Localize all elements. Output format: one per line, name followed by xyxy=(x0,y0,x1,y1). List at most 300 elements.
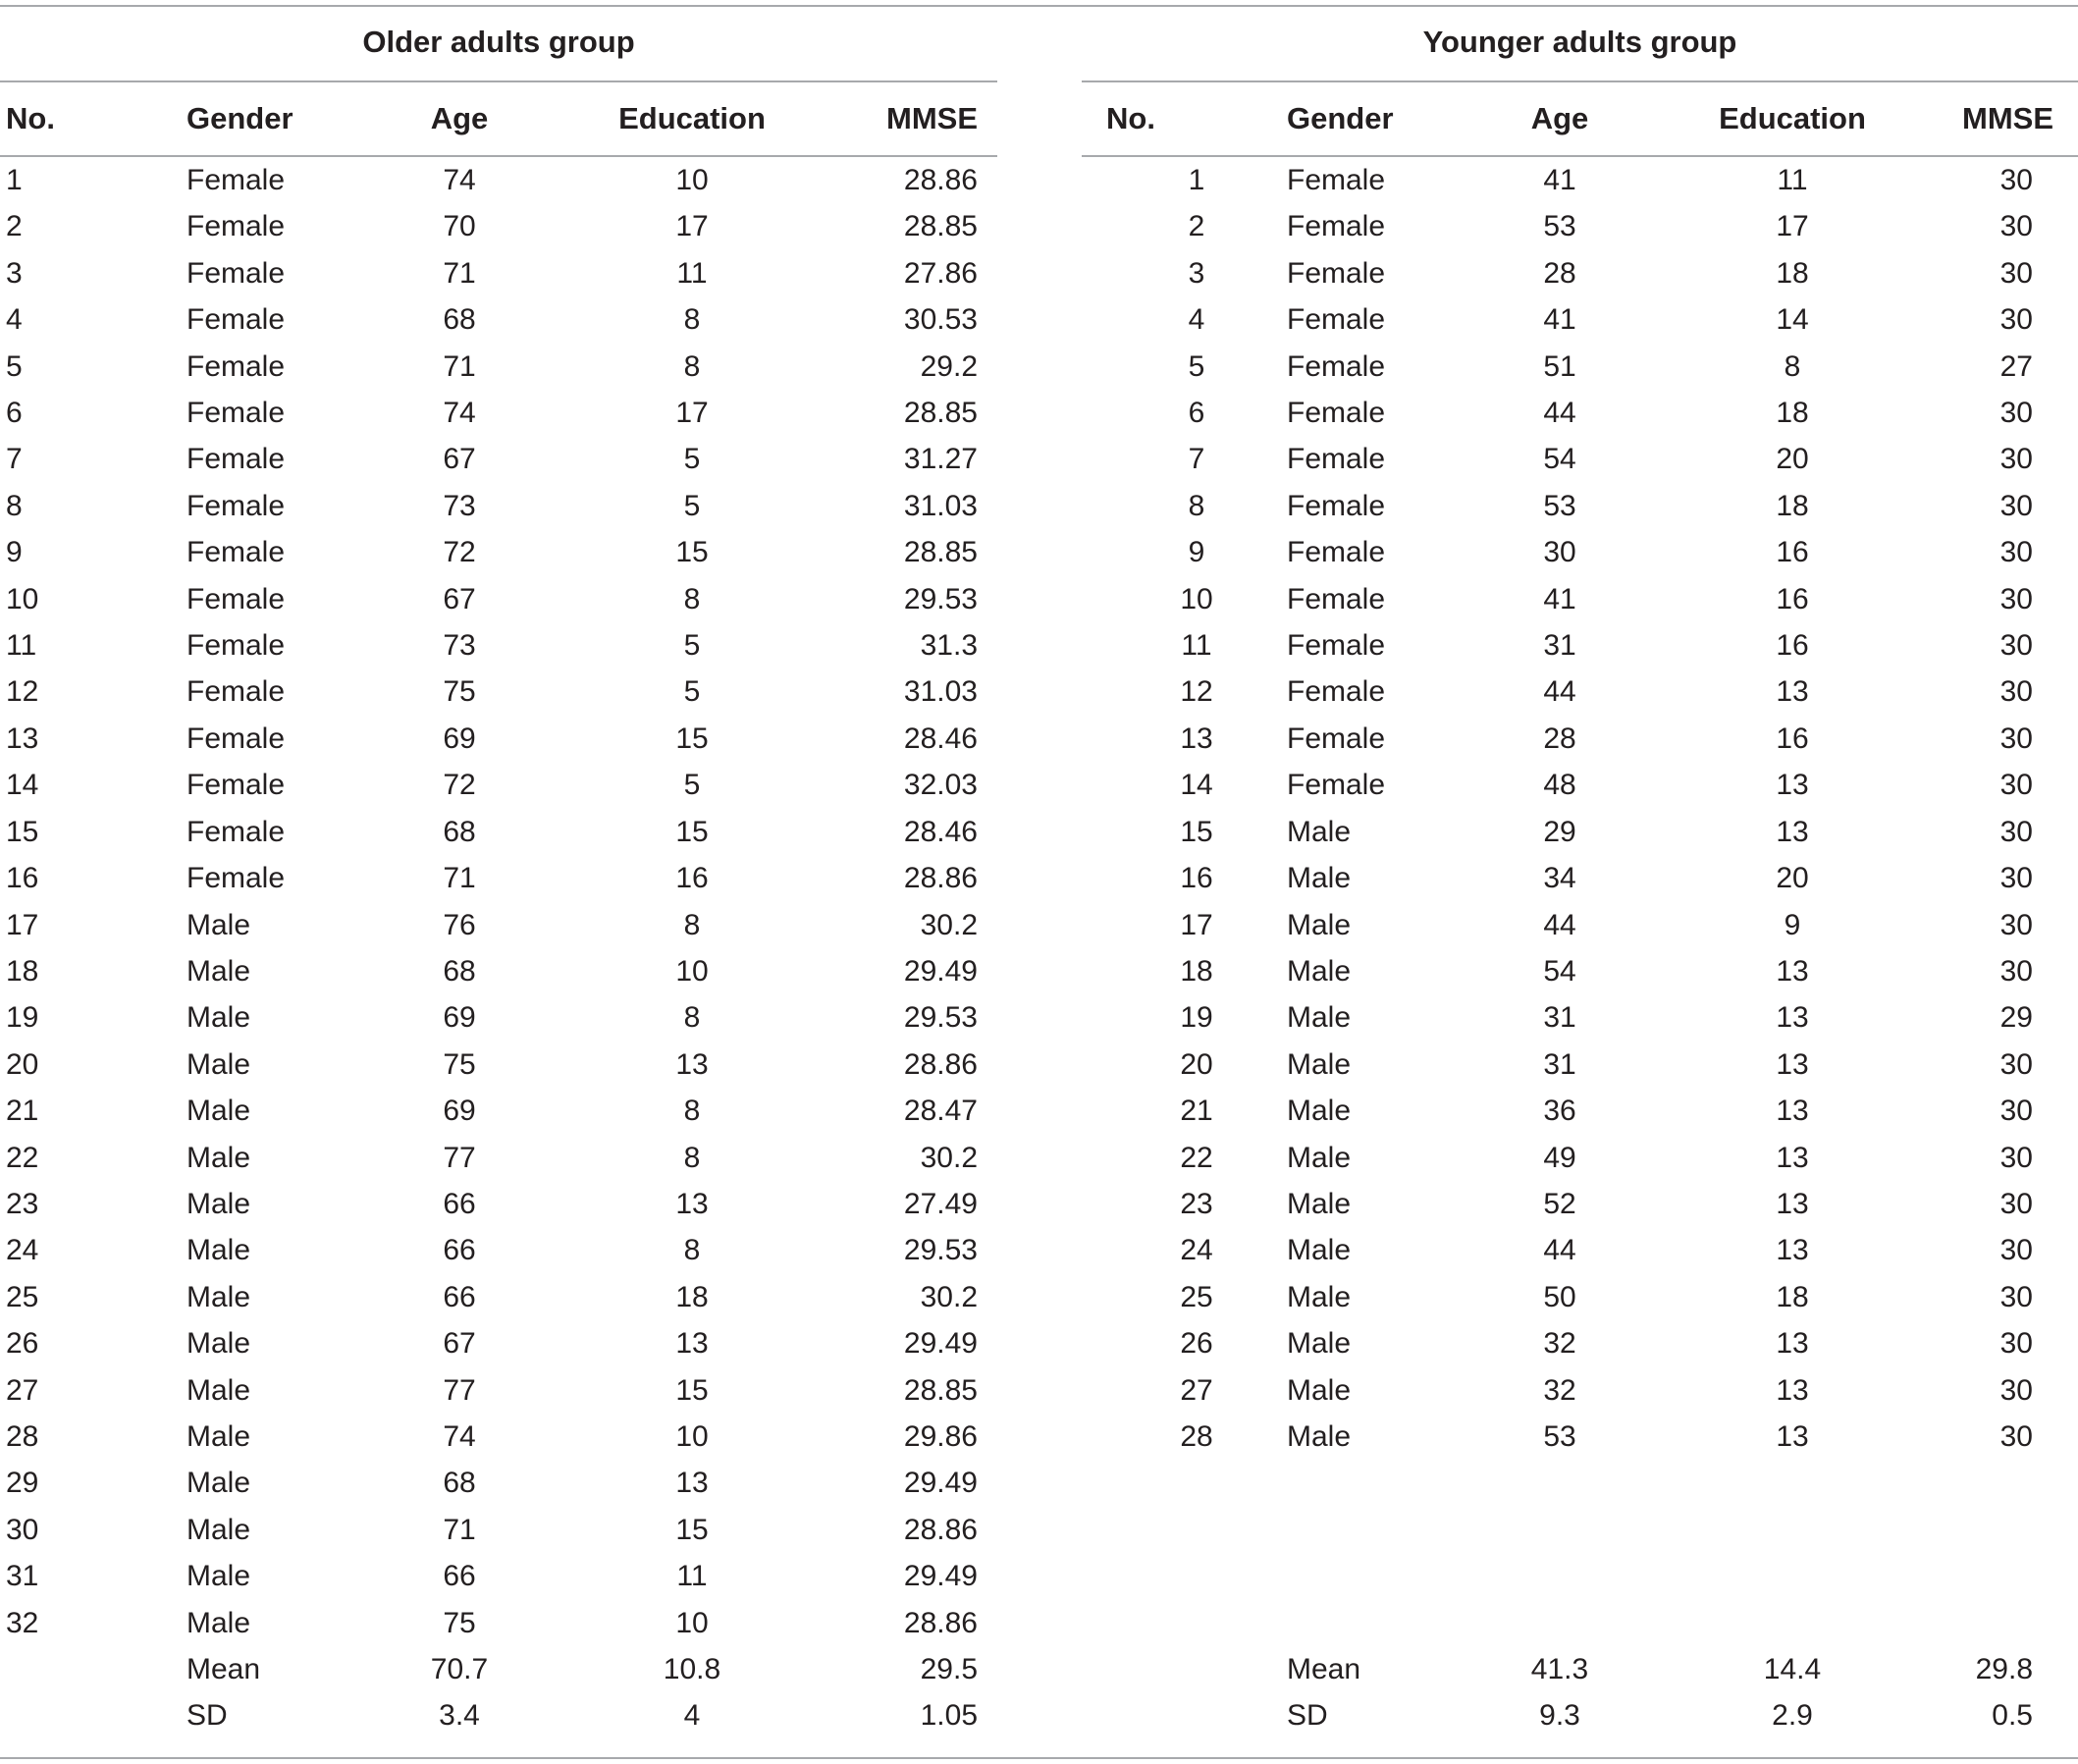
cell-gender: Male xyxy=(1287,954,1352,988)
table-row xyxy=(6,1646,978,1692)
cell-age: 30 xyxy=(1543,536,1576,569)
cell-age: 31 xyxy=(1543,1047,1576,1081)
cell-no: 2 xyxy=(1188,210,1205,243)
cell-education: 8 xyxy=(683,1001,701,1035)
cell-education: 13 xyxy=(675,1047,709,1081)
cell-age: 9.3 xyxy=(1539,1699,1580,1733)
cell-mmse: 1.05 xyxy=(920,1699,978,1733)
cell-mmse: 28.86 xyxy=(903,1606,978,1639)
cell-age: 54 xyxy=(1543,954,1576,988)
cell-mmse: 28.47 xyxy=(903,1095,978,1128)
cell-gender: Female xyxy=(1287,210,1386,243)
cell-education xyxy=(1623,1600,1962,1646)
cell-age: 49 xyxy=(1543,1141,1576,1174)
cell-no: 19 xyxy=(1180,1001,1213,1035)
cell-education: 13 xyxy=(1776,1327,1809,1361)
cell-no: 32 xyxy=(6,1606,39,1639)
younger-header-no: No. xyxy=(1106,101,1155,135)
table-row xyxy=(6,622,978,668)
cell-gender: Female xyxy=(186,256,286,290)
cell-age: 74 xyxy=(443,1419,476,1453)
cell-age xyxy=(1497,1460,1623,1506)
cell-education: 18 xyxy=(1776,489,1809,522)
cell-gender: Female xyxy=(186,862,286,895)
cell-gender: Male xyxy=(186,1141,251,1174)
cell-education: 16 xyxy=(1776,722,1809,755)
table-row xyxy=(6,576,978,622)
cell-gender: Female xyxy=(1287,582,1386,615)
cell-gender: Male xyxy=(186,1234,251,1267)
cell-no: 20 xyxy=(1180,1047,1213,1081)
cell-gender: Female xyxy=(186,164,286,196)
cell-no: 1 xyxy=(6,164,23,196)
cell-gender: SD xyxy=(186,1699,228,1733)
cell-education: 13 xyxy=(675,1467,709,1500)
cell-mmse xyxy=(1962,1553,2033,1599)
cell-gender: Female xyxy=(1287,675,1386,709)
table-row xyxy=(6,668,978,715)
table-row xyxy=(1106,1692,2033,1738)
cell-no: 12 xyxy=(1180,675,1213,709)
table-row xyxy=(1106,1414,2033,1460)
cell-gender: Female xyxy=(1287,303,1386,337)
cell-mmse: 29.53 xyxy=(903,1001,978,1035)
cell-no: 26 xyxy=(6,1327,39,1361)
cell-age: 75 xyxy=(443,675,476,709)
cell-gender: Male xyxy=(186,908,251,941)
table-row xyxy=(1106,157,2033,203)
cell-gender: Female xyxy=(1287,536,1386,569)
cell-gender: Female xyxy=(1287,397,1386,430)
cell-no: 8 xyxy=(1188,489,1205,522)
cell-age: 68 xyxy=(443,815,476,848)
cell-education: 13 xyxy=(1776,1047,1809,1081)
table-row xyxy=(1106,622,2033,668)
cell-gender: Female xyxy=(186,536,286,569)
cell-age: 77 xyxy=(443,1141,476,1174)
table-row xyxy=(1106,1274,2033,1320)
table-row xyxy=(6,157,978,203)
cell-education xyxy=(1623,1553,1962,1599)
table-row xyxy=(1106,902,2033,948)
cell-age: 53 xyxy=(1543,489,1576,522)
cell-mmse: 30 xyxy=(1999,303,2033,337)
cell-gender: Male xyxy=(1287,1095,1352,1128)
cell-education: 5 xyxy=(683,489,701,522)
cell-mmse: 28.86 xyxy=(903,862,978,895)
cell-gender: Male xyxy=(1287,1327,1352,1361)
cell-no: 22 xyxy=(1180,1141,1213,1174)
table-row xyxy=(1106,296,2033,343)
cell-education: 13 xyxy=(675,1187,709,1220)
younger-table-body xyxy=(1106,157,2033,1739)
cell-age: 44 xyxy=(1543,397,1576,430)
cell-mmse: 30.2 xyxy=(920,908,978,941)
cell-gender: Male xyxy=(186,1419,251,1453)
cell-mmse: 28.46 xyxy=(903,815,978,848)
table-row xyxy=(6,436,978,482)
cell-age: 29 xyxy=(1543,815,1576,848)
older-adults-table xyxy=(6,80,978,1739)
cell-gender: Male xyxy=(186,1467,251,1500)
cell-education: 15 xyxy=(675,1513,709,1546)
older-header-row xyxy=(6,80,978,157)
cell-education: 8 xyxy=(683,582,701,615)
cell-gender: Male xyxy=(1287,1373,1352,1407)
cell-no: 3 xyxy=(6,256,23,290)
cell-age: 70.7 xyxy=(430,1653,489,1685)
cell-education: 8 xyxy=(683,1141,701,1174)
table-row xyxy=(1106,1135,2033,1181)
cell-no: 9 xyxy=(1188,536,1205,569)
cell-age: 73 xyxy=(443,629,476,663)
cell-gender: Female xyxy=(1287,443,1386,476)
table-row xyxy=(6,1414,978,1460)
table-row xyxy=(1106,1367,2033,1414)
cell-age xyxy=(1497,1507,1623,1553)
cell-age: 32 xyxy=(1543,1327,1576,1361)
cell-mmse: 31.03 xyxy=(903,489,978,522)
table-row xyxy=(6,902,978,948)
cell-education: 13 xyxy=(1776,1373,1809,1407)
cell-age: 31 xyxy=(1543,1001,1576,1035)
cell-no: 10 xyxy=(1180,582,1213,615)
older-header-education: Education xyxy=(618,101,766,135)
cell-no xyxy=(1106,1646,1287,1692)
table-row xyxy=(1106,483,2033,529)
cell-mmse: 30 xyxy=(1999,210,2033,243)
cell-no: 8 xyxy=(6,489,23,522)
cell-gender: Male xyxy=(186,1001,251,1035)
cell-no: 11 xyxy=(6,629,37,663)
cell-no: 16 xyxy=(1180,862,1213,895)
cell-age: 72 xyxy=(443,536,476,569)
cell-age: 44 xyxy=(1543,1234,1576,1267)
cell-mmse: 31.3 xyxy=(920,629,978,663)
table-row xyxy=(1106,1507,2033,1553)
cell-education: 13 xyxy=(1776,1001,1809,1035)
cell-no: 4 xyxy=(1188,303,1205,337)
table-row xyxy=(6,344,978,390)
cell-no: 23 xyxy=(1180,1187,1213,1220)
cell-mmse: 29.49 xyxy=(903,954,978,988)
cell-age: 69 xyxy=(443,1001,476,1035)
cell-education: 10 xyxy=(675,1419,709,1453)
older-header-mmse: MMSE xyxy=(886,101,978,135)
cell-education: 14.4 xyxy=(1763,1652,1822,1685)
cell-age: 28 xyxy=(1543,722,1576,755)
younger-header-row xyxy=(1106,80,2033,157)
cell-mmse: 30 xyxy=(1999,1234,2033,1267)
cell-age: 75 xyxy=(443,1047,476,1081)
older-group-title: Older adults group xyxy=(362,25,635,59)
cell-no: 3 xyxy=(1188,256,1205,290)
cell-mmse: 28.86 xyxy=(903,1047,978,1081)
cell-gender: Female xyxy=(1287,489,1386,522)
cell-gender: Male xyxy=(1287,1187,1352,1220)
cell-education: 15 xyxy=(675,722,709,755)
cell-education: 5 xyxy=(683,675,701,709)
table-row xyxy=(1106,809,2033,855)
cell-gender: Female xyxy=(186,303,286,337)
table-row xyxy=(6,1181,978,1227)
cell-no: 2 xyxy=(6,210,23,243)
cell-age: 67 xyxy=(443,582,476,615)
cell-no: 7 xyxy=(1188,443,1205,476)
table-row xyxy=(1106,1227,2033,1273)
table-row xyxy=(6,203,978,249)
cell-mmse: 30 xyxy=(1999,1373,2033,1407)
cell-education: 15 xyxy=(675,1373,709,1407)
cell-mmse: 30 xyxy=(1999,582,2033,615)
older-header-age: Age xyxy=(430,101,489,135)
younger-header-mmse: MMSE xyxy=(1962,101,2053,135)
table-row xyxy=(1106,1646,2033,1692)
cell-age: 53 xyxy=(1543,1419,1576,1453)
cell-education: 4 xyxy=(683,1699,701,1733)
cell-no: 6 xyxy=(1188,397,1205,430)
cell-mmse: 29.49 xyxy=(903,1327,978,1361)
table-row xyxy=(6,390,978,436)
cell-education: 13 xyxy=(675,1327,709,1361)
table-row xyxy=(6,1460,978,1506)
cell-education: 16 xyxy=(1776,629,1809,663)
cell-gender: Female xyxy=(186,397,286,430)
cell-gender: Female xyxy=(186,349,286,383)
cell-age: 69 xyxy=(443,1095,476,1128)
cell-mmse xyxy=(1962,1600,2033,1646)
cell-age: 76 xyxy=(443,908,476,941)
cell-education: 13 xyxy=(1776,769,1809,802)
cell-education: 16 xyxy=(1776,582,1809,615)
cell-no: 11 xyxy=(1181,629,1212,663)
cell-no: 17 xyxy=(6,908,39,941)
cell-age: 34 xyxy=(1543,862,1576,895)
cell-education: 8 xyxy=(1784,349,1801,383)
table-row xyxy=(6,250,978,296)
cell-mmse: 29.49 xyxy=(903,1560,978,1593)
younger-header-age: Age xyxy=(1530,101,1589,135)
cell-mmse: 30.2 xyxy=(920,1280,978,1313)
cell-education: 10 xyxy=(675,164,709,196)
cell-age: 28 xyxy=(1543,256,1576,290)
cell-no: 15 xyxy=(1180,815,1213,848)
cell-age: 69 xyxy=(443,722,476,755)
cell-gender: Male xyxy=(186,954,251,988)
table-row xyxy=(6,1320,978,1366)
cell-mmse: 30 xyxy=(1999,908,2033,941)
cell-education: 20 xyxy=(1776,862,1809,895)
cell-age: 53 xyxy=(1543,210,1576,243)
table-row xyxy=(6,1042,978,1088)
cell-education: 10.8 xyxy=(663,1653,721,1685)
table-row xyxy=(1106,855,2033,901)
cell-no: 14 xyxy=(6,769,39,802)
cell-gender: Female xyxy=(186,722,286,755)
cell-mmse: 29.8 xyxy=(1975,1652,2033,1685)
cell-age: 70 xyxy=(443,210,476,243)
cell-age xyxy=(1497,1553,1623,1599)
cell-gender: Male xyxy=(186,1095,251,1128)
cell-no: 25 xyxy=(6,1280,39,1313)
cell-no: 4 xyxy=(6,303,23,337)
cell-age: 48 xyxy=(1543,769,1576,802)
cell-no: 29 xyxy=(6,1467,39,1500)
table-row xyxy=(1106,529,2033,575)
cell-age: 67 xyxy=(443,1327,476,1361)
cell-no: 5 xyxy=(1188,349,1205,383)
cell-gender: Female xyxy=(1287,629,1386,663)
cell-age: 41 xyxy=(1543,164,1576,196)
cell-mmse: 30 xyxy=(1999,1419,2033,1453)
table-row xyxy=(6,855,978,901)
cell-education: 5 xyxy=(683,443,701,476)
cell-mmse: 29 xyxy=(1999,1001,2033,1035)
cell-no: 21 xyxy=(6,1095,39,1128)
cell-no: 16 xyxy=(6,862,39,895)
cell-gender: Male xyxy=(1287,1047,1352,1081)
cell-age: 77 xyxy=(443,1373,476,1407)
cell-gender: Female xyxy=(1287,722,1386,755)
cell-education: 18 xyxy=(1776,1280,1809,1313)
cell-no: 30 xyxy=(6,1513,39,1546)
cell-age: 66 xyxy=(443,1280,476,1313)
cell-gender: Male xyxy=(1287,1419,1352,1453)
cell-no: 21 xyxy=(1180,1095,1213,1128)
cell-no: 25 xyxy=(1180,1280,1213,1313)
cell-education: 11 xyxy=(1777,164,1808,196)
cell-education: 10 xyxy=(675,1606,709,1639)
cell-gender: Female xyxy=(186,815,286,848)
cell-mmse: 31.27 xyxy=(903,443,978,476)
table-row xyxy=(1106,250,2033,296)
cell-mmse: 28.85 xyxy=(903,536,978,569)
cell-no xyxy=(6,1646,186,1692)
table-row xyxy=(6,1367,978,1414)
cell-gender: Male xyxy=(1287,815,1352,848)
cell-mmse: 0.5 xyxy=(1992,1699,2033,1733)
cell-no: 28 xyxy=(1180,1419,1213,1453)
cell-education: 16 xyxy=(1776,536,1809,569)
younger-group-title: Younger adults group xyxy=(1422,25,1737,59)
cell-gender: Female xyxy=(186,489,286,522)
table-row xyxy=(6,1507,978,1553)
cell-gender: Female xyxy=(1287,256,1386,290)
cell-no: 22 xyxy=(6,1141,39,1174)
cell-mmse: 30 xyxy=(1999,1047,2033,1081)
cell-gender: Female xyxy=(186,675,286,709)
cell-education: 8 xyxy=(683,349,701,383)
cell-education: 11 xyxy=(676,1560,708,1593)
cell-age: 52 xyxy=(1543,1187,1576,1220)
cell-education: 10 xyxy=(675,954,709,988)
table-row xyxy=(1106,948,2033,994)
cell-education: 18 xyxy=(1776,256,1809,290)
cell-gender: Male xyxy=(1287,1141,1352,1174)
older-table-body xyxy=(6,157,978,1739)
cell-no xyxy=(6,1692,186,1738)
cell-no: 23 xyxy=(6,1187,39,1220)
cell-age: 44 xyxy=(1543,675,1576,709)
cell-no: 13 xyxy=(6,722,39,755)
cell-age: 67 xyxy=(443,443,476,476)
cell-mmse: 29.5 xyxy=(920,1653,978,1685)
cell-no: 14 xyxy=(1180,769,1213,802)
cell-age: 71 xyxy=(443,349,476,383)
cell-education: 18 xyxy=(1776,397,1809,430)
cell-education: 17 xyxy=(675,210,709,243)
cell-mmse: 30 xyxy=(1999,536,2033,569)
cell-education: 5 xyxy=(683,629,701,663)
cell-age: 73 xyxy=(443,489,476,522)
cell-mmse: 30 xyxy=(1999,722,2033,755)
cell-mmse: 29.2 xyxy=(920,349,978,383)
cell-mmse: 30 xyxy=(1999,443,2033,476)
cell-gender: Male xyxy=(186,1280,251,1313)
cell-mmse: 30 xyxy=(1999,769,2033,802)
cell-age: 31 xyxy=(1543,629,1576,663)
cell-mmse: 29.53 xyxy=(903,582,978,615)
cell-gender: SD xyxy=(1287,1699,1328,1733)
cell-mmse: 29.53 xyxy=(903,1234,978,1267)
cell-no: 28 xyxy=(6,1419,39,1453)
table-row xyxy=(6,762,978,808)
cell-mmse: 30 xyxy=(1999,1327,2033,1361)
table-row xyxy=(6,529,978,575)
cell-education: 20 xyxy=(1776,443,1809,476)
table-row xyxy=(1106,436,2033,482)
table-row xyxy=(6,1227,978,1273)
cell-gender: Mean xyxy=(186,1653,261,1685)
table-row xyxy=(6,296,978,343)
cell-no: 7 xyxy=(6,443,23,476)
cell-age: 71 xyxy=(443,1513,476,1546)
table-row xyxy=(1106,1553,2033,1599)
cell-mmse: 30 xyxy=(1999,815,2033,848)
cell-no: 17 xyxy=(1180,908,1213,941)
cell-education: 8 xyxy=(683,1095,701,1128)
cell-education: 15 xyxy=(675,815,709,848)
table-row xyxy=(1106,1320,2033,1366)
table-row xyxy=(6,1088,978,1134)
table-row xyxy=(6,1274,978,1320)
cell-mmse: 27.49 xyxy=(903,1187,978,1220)
table-row xyxy=(1106,1088,2033,1134)
cell-no: 20 xyxy=(6,1047,39,1081)
younger-adults-table xyxy=(1106,80,2053,1739)
cell-gender: Male xyxy=(1287,908,1352,941)
cell-gender: Male xyxy=(186,1560,251,1593)
cell-age: 68 xyxy=(443,1467,476,1500)
cell-education: 13 xyxy=(1776,675,1809,709)
cell-age: 71 xyxy=(443,256,476,290)
cell-age: 74 xyxy=(443,164,476,196)
cell-education: 17 xyxy=(1776,210,1809,243)
cell-age: 74 xyxy=(443,397,476,430)
cell-mmse: 30.2 xyxy=(920,1141,978,1174)
cell-no xyxy=(1106,1507,1287,1553)
older-header-no: No. xyxy=(6,101,55,135)
cell-age: 41 xyxy=(1543,303,1576,337)
cell-age: 68 xyxy=(443,303,476,337)
top-rule xyxy=(0,5,2078,7)
cell-mmse xyxy=(1962,1507,2033,1553)
cell-no: 6 xyxy=(6,397,23,430)
cell-gender: Female xyxy=(1287,349,1386,383)
cell-no: 9 xyxy=(6,536,23,569)
table-row xyxy=(6,809,978,855)
cell-mmse: 27 xyxy=(1999,349,2033,383)
